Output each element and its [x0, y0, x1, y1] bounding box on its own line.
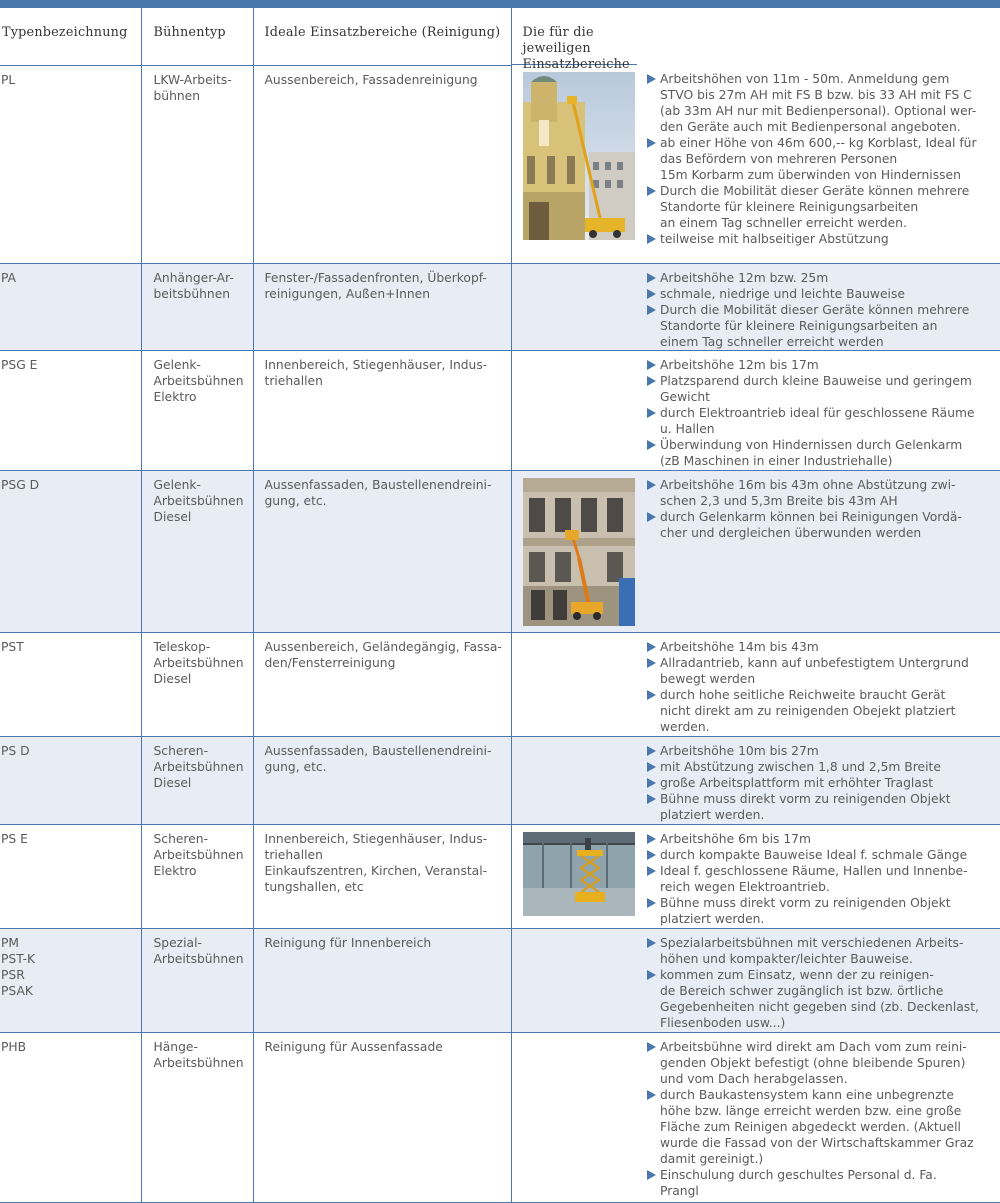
table-row — [0, 632, 1000, 736]
spec-cell — [637, 65, 1000, 263]
ideal-areas: Reinigung für Innenbereich — [253, 928, 511, 1032]
header-areas: Ideale Einsatzbereiche (Reinigung) — [253, 8, 511, 65]
platform-type: Spezial- Arbeitsbühnen — [141, 928, 253, 1032]
spec-item: Bühne muss direkt vorm zu reinigenden Objekt platziert werden. — [646, 895, 990, 927]
spec-item: Arbeitsbühne wird direkt am Dach vom zum reini- genden Objekt befestigt (ohne bleibende Spuren) und vom Dach herabgelassen. — [646, 1039, 990, 1087]
spec-item: durch Baukastensystem kann eine unbegrenzte höhe bzw. länge erreicht werden bzw. eine große Fläche zum Reinigen abgedeckt werden. (Aktuell wurde die Fassad von der Wirtschaftskammer Graz damit gereinigt.) — [646, 1087, 990, 1167]
type-code: PM PST-K PSR PSAK — [0, 928, 141, 1032]
platform-type: Gelenk- Arbeitsbühnen Elektro — [141, 350, 253, 470]
header-specs: Die für die jeweiligen Einsatzbereiche — [512, 8, 638, 65]
type-code: PA — [0, 263, 141, 350]
spec-item: Überwindung von Hindernissen durch Gelenkarm (zB Maschinen in einer Industriehalle) — [646, 437, 990, 469]
ideal-areas: Reinigung für Aussenfassade — [253, 1032, 511, 1202]
spec-item: Arbeitshöhe 12m bzw. 25m — [646, 270, 990, 286]
photo-opera-boom-lift — [523, 478, 635, 626]
type-code: PL — [0, 65, 141, 263]
spec-cell — [637, 470, 1000, 632]
spec-item: Durch die Mobilität dieser Geräte können mehrere Standorte für kleinere Reinigungsarbeiten an einem Tag schneller erreicht werden — [646, 302, 990, 350]
photo-cell — [511, 1032, 637, 1202]
header-type: Typenbezeichnung — [0, 8, 141, 65]
table-row — [0, 928, 1000, 1032]
photo-cell — [511, 263, 637, 350]
spec-item: Arbeitshöhen von 11m - 50m. Anmeldung gem STVO bis 27m AH mit FS B bzw. bis 33 AH mit FS C (ab 33m AH nur mit Bedienpersonal). Optional wer- den Geräte auch mit Bedienpersonal angeboten. — [646, 71, 990, 135]
spec-item: Einschulung durch geschultes Personal d. Fa. Prangl — [646, 1167, 990, 1199]
spec-item: Bühne muss direkt vorm zu reinigenden Objekt platziert werden. — [646, 791, 990, 823]
table-row — [0, 824, 1000, 928]
spec-item: Spezialarbeitsbühnen mit verschiedenen Arbeits- höhen und kompakter/leichter Bauweise. — [646, 935, 990, 967]
ideal-areas: Innenbereich, Stiegenhäuser, Indus- triehallen Einkaufszentren, Kirchen, Veranstal- tungshallen, etc — [253, 824, 511, 928]
photo-cell — [511, 350, 637, 470]
platform-type: Teleskop- Arbeitsbühnen Diesel — [141, 632, 253, 736]
spec-item: ab einer Höhe von 46m 600,-- kg Korblast, Ideal für das Befördern von mehreren Personen 15m Korbarm zum überwinden von Hindernissen — [646, 135, 990, 183]
ideal-areas: Innenbereich, Stiegenhäuser, Indus- triehallen — [253, 350, 511, 470]
spec-item: Ideal f. geschlossene Räume, Hallen und Innenbe- reich wegen Elektroantrieb. — [646, 863, 990, 895]
photo-cell — [511, 824, 637, 928]
table-row — [0, 470, 1000, 632]
platform-type: Hänge- Arbeitsbühnen — [141, 1032, 253, 1202]
spec-cell — [637, 928, 1000, 1032]
table-row — [0, 263, 1000, 350]
spec-cell — [637, 632, 1000, 736]
ideal-areas: Aussenbereich, Geländegängig, Fassa- den/Fensterreinigung — [253, 632, 511, 736]
top-accent-bar — [0, 0, 1000, 8]
photo-church-truck-lift — [523, 72, 635, 240]
table-row — [0, 65, 1000, 263]
platform-type: LKW-Arbeits- bühnen — [141, 65, 253, 263]
spec-item: große Arbeitsplattform mit erhöhter Traglast — [646, 775, 990, 791]
photo-cell — [511, 65, 637, 263]
spec-item: durch kompakte Bauweise Ideal f. schmale Gänge — [646, 847, 990, 863]
type-code: PSG D — [0, 470, 141, 632]
type-code: PSG E — [0, 350, 141, 470]
spec-item: Allradantrieb, kann auf unbefestigtem Untergrund bewegt werden — [646, 655, 990, 687]
spec-item: durch Elektroantrieb ideal für geschlossene Räume u. Hallen — [646, 405, 990, 437]
spec-item: Arbeitshöhe 12m bis 17m — [646, 357, 990, 373]
platform-type: Scheren- Arbeitsbühnen Elektro — [141, 824, 253, 928]
spec-item: teilweise mit halbseitiger Abstützung — [646, 231, 990, 247]
header-platform: Bühnentyp — [141, 8, 253, 65]
table-row — [0, 350, 1000, 470]
ideal-areas: Aussenbereich, Fassadenreinigung — [253, 65, 511, 263]
spec-item: Arbeitshöhe 6m bis 17m — [646, 831, 990, 847]
photo-scissor-lift-atrium — [523, 832, 635, 916]
spec-item: durch hohe seitliche Reichweite braucht Gerät nicht direkt am zu reinigenden Obejekt platziert werden. — [646, 687, 990, 735]
spec-item: Arbeitshöhe 10m bis 27m — [646, 743, 990, 759]
spec-item: Arbeitshöhe 16m bis 43m ohne Abstützung zwi- schen 2,3 und 5,3m Breite bis 43m AH — [646, 477, 990, 509]
photo-cell — [511, 736, 637, 824]
header-row — [0, 8, 1000, 65]
photo-cell — [511, 632, 637, 736]
ideal-areas: Aussenfassaden, Baustellenendreini- gung, etc. — [253, 736, 511, 824]
ideal-areas: Aussenfassaden, Baustellenendreini- gung, etc. — [253, 470, 511, 632]
table-row — [0, 1032, 1000, 1202]
platform-type: Scheren- Arbeitsbühnen Diesel — [141, 736, 253, 824]
platform-type: Gelenk- Arbeitsbühnen Diesel — [141, 470, 253, 632]
spec-cell — [637, 824, 1000, 928]
type-code: PS D — [0, 736, 141, 824]
platform-type: Anhänger-Ar- beitsbühnen — [141, 263, 253, 350]
spec-cell — [637, 350, 1000, 470]
spec-item: Arbeitshöhe 14m bis 43m — [646, 639, 990, 655]
spec-cell — [637, 263, 1000, 350]
spec-cell — [637, 736, 1000, 824]
spec-item: Platzsparend durch kleine Bauweise und geringem Gewicht — [646, 373, 990, 405]
spec-item: mit Abstützung zwischen 1,8 und 2,5m Breite — [646, 759, 990, 775]
photo-cell — [511, 470, 637, 632]
spec-item: Durch die Mobilität dieser Geräte können mehrere Standorte für kleinere Reinigungsarbeiten an einem Tag schneller erreicht werden. — [646, 183, 990, 231]
platform-types-table — [0, 8, 1000, 1203]
type-code: PS E — [0, 824, 141, 928]
spec-cell — [637, 1032, 1000, 1202]
spec-item: durch Gelenkarm können bei Reinigungen Vordä- cher und dergleichen überwunden werden — [646, 509, 990, 541]
spec-item: kommen zum Einsatz, wenn der zu reinigen- de Bereich schwer zugänglich ist bzw. örtliche Gegebenheiten nicht gegeben sind (zb. Deckenlast, Fliesenboden usw...) — [646, 967, 990, 1031]
photo-cell — [511, 928, 637, 1032]
type-code: PST — [0, 632, 141, 736]
type-code: PHB — [0, 1032, 141, 1202]
spec-item: schmale, niedrige und leichte Bauweise — [646, 286, 990, 302]
table-row — [0, 736, 1000, 824]
ideal-areas: Fenster-/Fassadenfronten, Überkopf- reinigungen, Außen+Innen — [253, 263, 511, 350]
